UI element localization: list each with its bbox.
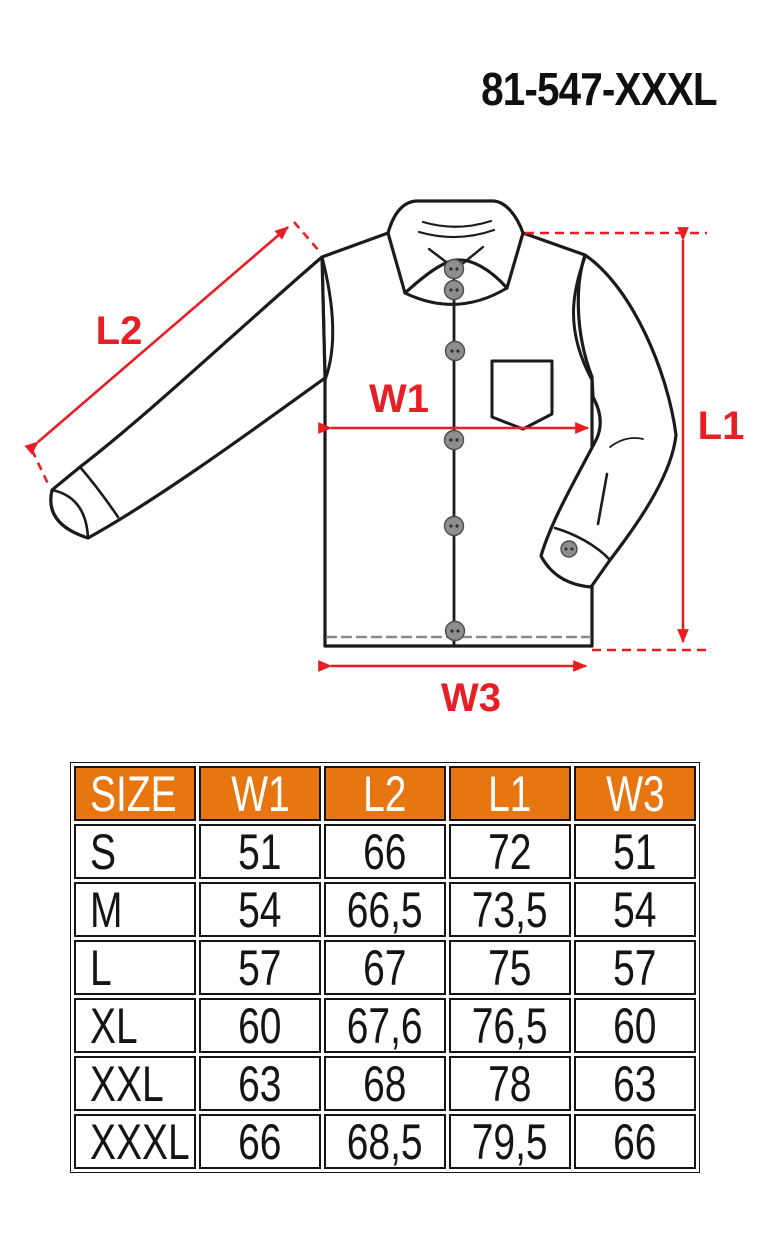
size-cell: M [74, 882, 196, 937]
table-row-xxxl [74, 1114, 696, 1169]
placket-button [445, 260, 464, 279]
table-row-l [74, 940, 696, 995]
value-cell: 66,5 [324, 882, 446, 937]
value-cell: 66 [199, 1114, 321, 1169]
header-cell-size: SIZE [74, 766, 196, 821]
size-cell: XL [74, 998, 196, 1053]
table-row-s [74, 824, 696, 879]
header-cell-w1: W1 [199, 766, 321, 821]
label-w3: W3 [441, 676, 501, 720]
value-cell: 66 [324, 824, 446, 879]
value-cell: 73,5 [449, 882, 571, 937]
value-cell: 79,5 [449, 1114, 571, 1169]
size-cell: S [74, 824, 196, 879]
value-cell: 60 [574, 998, 696, 1053]
value-cell: 54 [574, 882, 696, 937]
placket-button [445, 281, 464, 300]
header-cell-l1: L1 [449, 766, 571, 821]
value-cell: 72 [449, 824, 571, 879]
value-cell: 63 [199, 1056, 321, 1111]
table-row-xl [74, 998, 696, 1053]
header-cell-l2: L2 [324, 766, 446, 821]
value-cell: 54 [199, 882, 321, 937]
size-table [70, 762, 700, 1173]
label-l2: L2 [95, 309, 143, 353]
value-cell: 57 [199, 940, 321, 995]
product-code: 81-547-XXXL [481, 63, 717, 115]
value-cell: 75 [449, 940, 571, 995]
size-cell: XXXL [74, 1114, 196, 1169]
size-cell: XXL [74, 1056, 196, 1111]
placket-button [446, 342, 465, 361]
value-cell: 51 [199, 824, 321, 879]
label-w1: W1 [369, 377, 429, 421]
cuff-button [561, 541, 577, 557]
value-cell: 63 [574, 1056, 696, 1111]
label-l1: L1 [697, 404, 745, 448]
value-cell: 66 [574, 1114, 696, 1169]
header-cell-w3: W3 [574, 766, 696, 821]
chest-pocket [492, 361, 552, 429]
value-cell: 57 [574, 940, 696, 995]
shirt-left-sleeve [51, 257, 325, 538]
value-cell: 67,6 [324, 998, 446, 1053]
size-cell: L [74, 940, 196, 995]
size-table-header-row [74, 766, 696, 821]
value-cell: 51 [574, 824, 696, 879]
placket-button [446, 622, 465, 641]
value-cell: 60 [199, 998, 321, 1053]
value-cell: 68 [324, 1056, 446, 1111]
value-cell: 67 [324, 940, 446, 995]
value-cell: 68,5 [324, 1114, 446, 1169]
table-row-m [74, 882, 696, 937]
value-cell: 76,5 [449, 998, 571, 1053]
value-cell: 78 [449, 1056, 571, 1111]
placket-button [445, 517, 464, 536]
placket-button [445, 431, 464, 450]
table-row-xxl [74, 1056, 696, 1111]
